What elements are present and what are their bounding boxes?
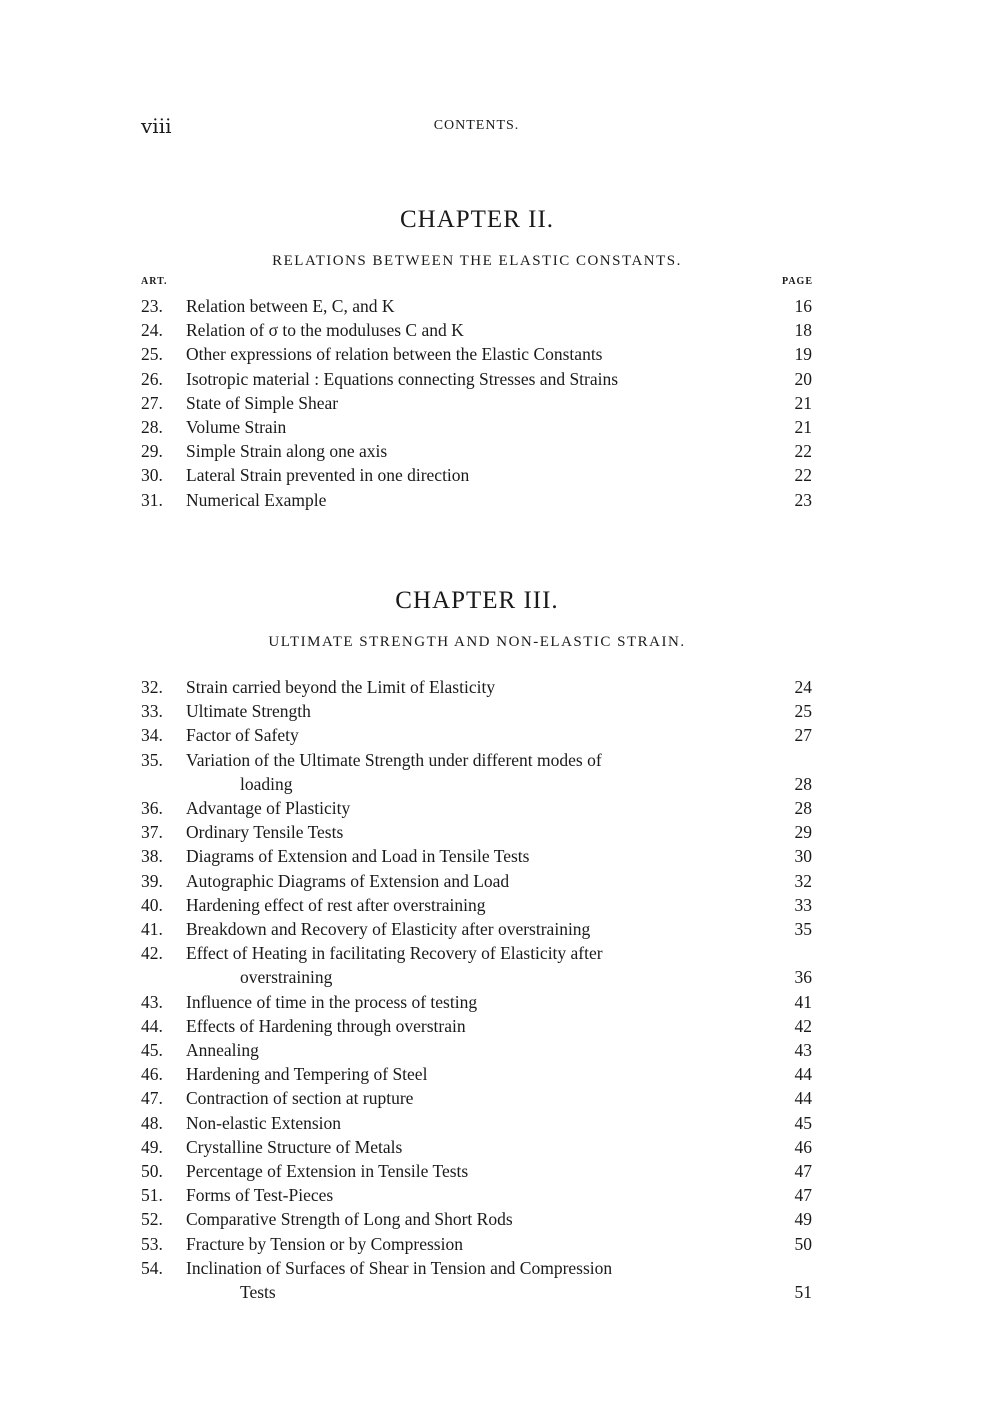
- toc-entry: [141, 1135, 813, 1159]
- entry-title-text: Contraction of section at rupture: [186, 1088, 414, 1109]
- toc-entry: [141, 294, 813, 318]
- entry-title-text: Effects of Hardening through overstrain: [186, 1015, 466, 1036]
- toc-entry: [141, 1111, 813, 1135]
- article-number: 43.: [141, 991, 163, 1012]
- article-number: 48.: [141, 1112, 163, 1133]
- entry-title-text: Breakdown and Recovery of Elasticity after overstraining: [186, 919, 591, 940]
- entry-title: [186, 294, 772, 318]
- article-number: 36.: [141, 798, 163, 819]
- entry-title-text: Advantage of Plasticity: [186, 798, 351, 819]
- toc-entry: [141, 1232, 813, 1256]
- toc-entry: [141, 869, 813, 893]
- toc-entry: [141, 415, 813, 439]
- page-reference: 43: [794, 1040, 812, 1061]
- entry-title: [186, 723, 772, 747]
- article-number: 33.: [141, 701, 163, 722]
- entry-title-text: Numerical Example: [186, 489, 327, 510]
- entry-title-text: Fracture by Tension or by Compression: [186, 1233, 463, 1254]
- page-reference: 44: [794, 1064, 812, 1085]
- page-reference: 35: [794, 919, 812, 940]
- article-number: 49.: [141, 1136, 163, 1157]
- entry-title: [186, 342, 772, 366]
- page-reference: 47: [794, 1185, 812, 1206]
- article-number: 26.: [141, 368, 163, 389]
- toc-entry: [141, 439, 813, 463]
- toc-entry: [141, 941, 813, 989]
- article-number: 38.: [141, 846, 163, 867]
- page-reference: 49: [794, 1209, 812, 1230]
- page-column-label: PAGE: [781, 276, 813, 287]
- entry-title: [186, 367, 772, 391]
- entry-title: [186, 748, 772, 796]
- entry-title-text: Strain carried beyond the Limit of Elasticity: [186, 677, 496, 697]
- toc-entry: [141, 820, 813, 844]
- entry-title-text: Factor of Safety: [186, 725, 299, 746]
- entry-title-text: Diagrams of Extension and Load in Tensile Tests: [186, 846, 530, 867]
- toc-entry: [141, 699, 813, 723]
- page-reference: 28: [794, 798, 812, 819]
- toc-entry: [141, 318, 813, 342]
- entry-title-text: Lateral Strain prevented in one direction: [186, 465, 470, 486]
- entry-title-text: State of Simple Shear: [186, 392, 339, 413]
- page-reference: 44: [794, 1088, 812, 1109]
- entry-title-text: Simple Strain along one axis: [186, 441, 388, 462]
- entry-title-text: Effect of Heating in facilitating Recovery of Elasticity after: [186, 943, 603, 964]
- entry-title: [186, 675, 772, 699]
- article-number: 42.: [141, 943, 163, 964]
- article-number: 35.: [141, 749, 163, 770]
- article-number: 41.: [141, 919, 163, 940]
- chapter-subtitle: ULTIMATE STRENGTH AND NON-ELASTIC STRAIN.: [268, 634, 686, 650]
- article-number: 39.: [141, 870, 163, 891]
- page-reference: 41: [794, 991, 812, 1012]
- toc-entry: [141, 1183, 813, 1207]
- toc-entry: [141, 1207, 813, 1231]
- page-reference: 51: [794, 1282, 812, 1303]
- entry-title: [186, 1232, 772, 1256]
- article-number: 44.: [141, 1015, 163, 1036]
- entry-title-continuation: overstraining: [240, 967, 333, 988]
- toc-entry: [141, 844, 813, 868]
- article-number: 54.: [141, 1257, 163, 1278]
- entry-title: [186, 415, 772, 439]
- toc-entry: [141, 342, 813, 366]
- article-number: 27.: [141, 392, 163, 413]
- column-headers: [141, 274, 813, 290]
- running-title: CONTENTS.: [433, 118, 520, 133]
- entry-title: [186, 893, 772, 917]
- entry-title-text: Ordinary Tensile Tests: [186, 822, 344, 843]
- entry-title: [186, 1038, 772, 1062]
- entry-title-text: Relation of σ to the moduluses C and K: [186, 320, 464, 341]
- page-reference: 46: [794, 1136, 812, 1157]
- entry-title: [186, 1135, 772, 1159]
- entry-title-text: Hardening effect of rest after overstraining: [186, 894, 486, 915]
- article-number: 50.: [141, 1161, 163, 1182]
- entry-title-continuation: Tests: [240, 1282, 276, 1303]
- entry-title: [186, 869, 772, 893]
- entry-title: [186, 796, 772, 820]
- entry-title: [186, 1183, 772, 1207]
- page-reference: 27: [794, 725, 812, 746]
- entry-title-text: Percentage of Extension in Tensile Tests: [186, 1161, 469, 1182]
- page-reference: 18: [794, 320, 812, 341]
- toc-entry: [141, 675, 813, 699]
- entry-title: [186, 439, 772, 463]
- page-reference: 36: [794, 967, 812, 988]
- entry-title-text: Forms of Test-Pieces: [186, 1185, 334, 1206]
- article-number: 53.: [141, 1233, 163, 1254]
- toc-entry: [141, 488, 813, 512]
- entry-title: [186, 941, 772, 989]
- article-number: 46.: [141, 1064, 163, 1085]
- entry-title: [186, 820, 772, 844]
- toc-entry: [141, 463, 813, 487]
- page-reference: 22: [794, 441, 812, 462]
- toc-entry: [141, 1062, 813, 1086]
- page-reference: 25: [794, 701, 812, 722]
- toc-entry: [141, 391, 813, 415]
- entry-title: [186, 844, 772, 868]
- page-number: viii: [141, 114, 172, 138]
- toc-entry: [141, 367, 813, 391]
- chapter-3-section: [141, 581, 813, 1304]
- article-number: 23.: [141, 296, 163, 316]
- entry-title-text: Inclination of Surfaces of Shear in Tension and Compression: [186, 1257, 613, 1278]
- toc-entry: [141, 893, 813, 917]
- chapter-title: CHAPTER II.: [399, 206, 555, 233]
- entry-title: [186, 1014, 772, 1038]
- entry-title-text: Hardening and Tempering of Steel: [186, 1064, 428, 1085]
- toc-entry: [141, 990, 813, 1014]
- page-reference: 50: [794, 1233, 812, 1254]
- entry-title-text: Relation between E, C, and K: [186, 296, 395, 316]
- article-number: 37.: [141, 822, 163, 843]
- entry-title-text: Ultimate Strength: [186, 701, 311, 722]
- entry-title-text: Variation of the Ultimate Strength under different modes of: [186, 749, 602, 770]
- page-reference: 22: [794, 465, 812, 486]
- page-reference: 16: [794, 296, 812, 316]
- toc-entry: [141, 1256, 813, 1304]
- article-number: 51.: [141, 1185, 163, 1206]
- page-reference: 29: [794, 822, 812, 843]
- art-column-label: ART.: [141, 276, 168, 287]
- toc-list: [141, 294, 813, 512]
- entry-title: [186, 1062, 772, 1086]
- toc-entry: [141, 748, 813, 796]
- article-number: 30.: [141, 465, 163, 486]
- entry-title-continuation: loading: [240, 773, 293, 794]
- page-reference: 24: [794, 677, 812, 697]
- article-number: 40.: [141, 894, 163, 915]
- page-reference: 32: [794, 870, 812, 891]
- page-reference: 23: [794, 489, 812, 510]
- article-number: 32.: [141, 677, 163, 697]
- entry-title-text: Isotropic material : Equations connecting Stresses and Strains: [186, 368, 619, 389]
- entry-title: [186, 699, 772, 723]
- page-reference: 45: [794, 1112, 812, 1133]
- page-reference: 30: [794, 846, 812, 867]
- toc-entry: [141, 917, 813, 941]
- toc-entry: [141, 723, 813, 747]
- entry-title: [186, 1207, 772, 1231]
- page-reference: 21: [794, 392, 812, 413]
- page-reference: 47: [794, 1161, 812, 1182]
- entry-title: [186, 488, 772, 512]
- article-number: 47.: [141, 1088, 163, 1109]
- toc-entry: [141, 1159, 813, 1183]
- toc-entry: [141, 1086, 813, 1110]
- entry-title-text: Crystalline Structure of Metals: [186, 1136, 403, 1157]
- entry-title: [186, 990, 772, 1014]
- toc-entry: [141, 796, 813, 820]
- article-number: 45.: [141, 1040, 163, 1061]
- page-reference: 21: [794, 417, 812, 438]
- toc-entry: [141, 1014, 813, 1038]
- chapter-subtitle: RELATIONS BETWEEN THE ELASTIC CONSTANTS.: [272, 253, 682, 269]
- page-reference: 33: [794, 894, 812, 915]
- toc-list: [141, 675, 813, 1304]
- page-reference: 42: [794, 1015, 812, 1036]
- article-number: 28.: [141, 417, 163, 438]
- entry-title: [186, 1159, 772, 1183]
- chapter-title: CHAPTER III.: [395, 587, 559, 614]
- entry-title-text: Influence of time in the process of testing: [186, 991, 478, 1012]
- article-number: 24.: [141, 320, 163, 341]
- article-number: 31.: [141, 489, 163, 510]
- article-number: 29.: [141, 441, 163, 462]
- entry-title: [186, 1256, 772, 1304]
- article-number: 34.: [141, 725, 163, 746]
- article-number: 25.: [141, 344, 163, 365]
- entry-title: [186, 1111, 772, 1135]
- entry-title: [186, 917, 772, 941]
- entry-title: [186, 463, 772, 487]
- page-reference: 28: [794, 773, 812, 794]
- entry-title-text: Comparative Strength of Long and Short Rods: [186, 1209, 513, 1230]
- entry-title-text: Non-elastic Extension: [186, 1112, 342, 1133]
- entry-title-text: Autographic Diagrams of Extension and Load: [186, 870, 510, 891]
- page-reference: 20: [794, 368, 812, 389]
- toc-entry: [141, 1038, 813, 1062]
- entry-title: [186, 318, 772, 342]
- entry-title-text: Volume Strain: [186, 417, 287, 438]
- page-reference: 19: [794, 344, 812, 365]
- entry-title: [186, 1086, 772, 1110]
- entry-title-text: Annealing: [186, 1040, 259, 1061]
- entry-title: [186, 391, 772, 415]
- chapter-2-section: [141, 200, 813, 512]
- article-number: 52.: [141, 1209, 163, 1230]
- entry-title-text: Other expressions of relation between the Elastic Constants: [186, 344, 603, 365]
